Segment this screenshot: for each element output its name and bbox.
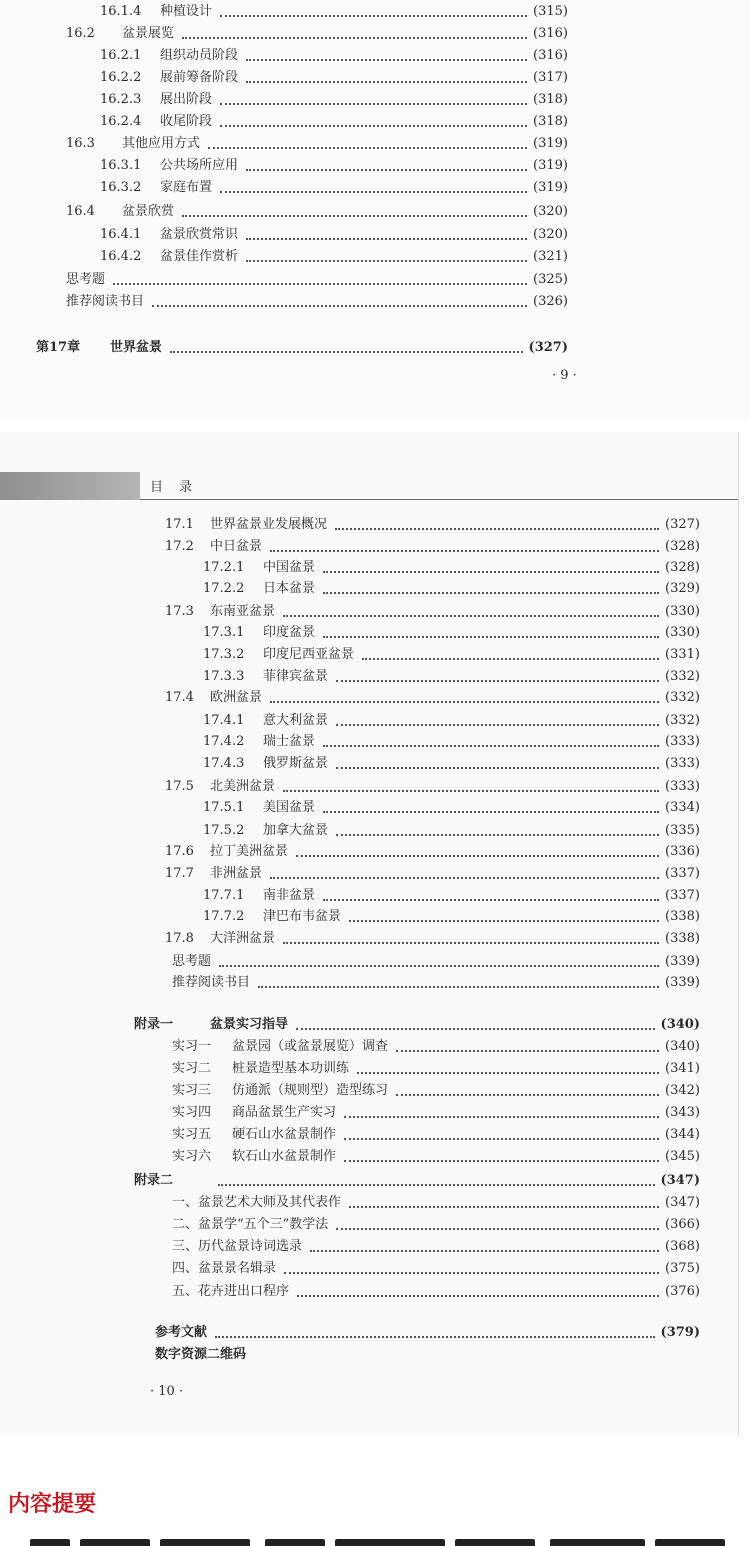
toc-entry (172, 1237, 700, 1257)
toc-leader-dots (323, 798, 659, 818)
cropped-text-line (30, 1535, 740, 1546)
toc-entry (36, 338, 568, 358)
toc-entry-number: 实习四 (172, 1105, 212, 1120)
toc-entry-number: 17.2 (165, 539, 194, 554)
toc-entry-number: 17.1 (165, 517, 194, 532)
toc-entry-number: 17.4.2 (203, 734, 245, 749)
toc-entry-page: (347) (660, 1173, 700, 1188)
toc-entry-title: 世界盆景 (110, 340, 163, 355)
toc-entry (172, 1282, 700, 1302)
toc-entry-title: 瑞士盆景 (263, 734, 316, 749)
toc-leader-dots (396, 1037, 659, 1057)
toc-entry-page: (339) (665, 954, 700, 969)
toc-entry-page: (325) (533, 272, 568, 287)
toc-entry (203, 754, 700, 774)
toc-leader-dots (344, 1147, 659, 1167)
toc-leader-dots (344, 1125, 659, 1145)
toc-entry-page: (335) (665, 823, 700, 838)
toc-entry-page: (366) (665, 1217, 700, 1232)
toc-entry-page: (318) (533, 92, 568, 107)
toc-entry-page: (338) (665, 909, 700, 924)
toc-entry (203, 623, 700, 643)
toc-entry-page: (344) (665, 1127, 700, 1142)
toc-leader-dots (113, 270, 527, 290)
toc-entry (165, 929, 700, 949)
toc-entry-title: 拉丁美洲盆景 (210, 844, 289, 859)
toc-entry (172, 1125, 700, 1145)
toc-entry-number: 17.3 (165, 604, 194, 619)
toc-entry-title: 盆景展览 (122, 26, 175, 41)
toc-leader-dots (182, 24, 527, 44)
toc-entry-title: 仿通派（规则型）造型练习 (232, 1083, 389, 1098)
toc-entry-title: 欧洲盆景 (210, 690, 263, 705)
toc-entry (155, 1323, 700, 1343)
toc-leader-dots (215, 1323, 655, 1343)
header-title: 目 录 (150, 480, 199, 495)
toc-entry (100, 90, 568, 110)
toc-entry-page: (343) (665, 1105, 700, 1120)
toc-entry-page: (376) (665, 1284, 700, 1299)
toc-entry (66, 292, 568, 312)
toc-entry-number: 16.3 (66, 136, 95, 151)
toc-entry (172, 1037, 700, 1057)
toc-page-10 (0, 432, 739, 1435)
toc-leader-dots (336, 821, 659, 841)
toc-leader-dots (396, 1081, 659, 1101)
toc-entry (172, 1193, 700, 1213)
toc-entry (172, 1081, 700, 1101)
toc-entry-title: 一、盆景艺术大师及其代表作 (172, 1195, 342, 1210)
toc-entry-page: (332) (665, 713, 700, 728)
toc-leader-dots (220, 2, 527, 22)
toc-entry (100, 46, 568, 66)
toc-entry-number: 第17章 (36, 340, 81, 355)
toc-entry (66, 270, 568, 290)
toc-leader-dots (270, 688, 659, 708)
toc-entry-title: 思考题 (172, 954, 212, 969)
toc-entry (66, 24, 568, 44)
toc-entry (100, 225, 568, 245)
header-rule (140, 499, 738, 500)
toc-entry (203, 558, 700, 578)
toc-entry-page: (341) (665, 1061, 700, 1076)
page-number: · 10 · (150, 1384, 184, 1399)
toc-entry-number: 16.4.2 (100, 249, 142, 264)
toc-entry-page: (330) (665, 625, 700, 640)
toc-entry (165, 602, 700, 622)
toc-entry-page: (321) (533, 249, 568, 264)
toc-entry-page: (338) (665, 931, 700, 946)
toc-entry-number: 实习二 (172, 1061, 212, 1076)
toc-entry-page: (329) (665, 581, 700, 596)
toc-entry-number: 17.3.1 (203, 625, 245, 640)
toc-entry-title: 津巴布韦盆景 (263, 909, 342, 924)
toc-leader-dots (152, 292, 527, 312)
toc-entry-number: 实习五 (172, 1127, 212, 1142)
toc-leader-dots (220, 112, 527, 132)
toc-entry (203, 798, 700, 818)
toc-entry-title: 参考文献 (155, 1325, 208, 1340)
toc-entry-number: 16.1.4 (100, 4, 142, 19)
toc-entry-number: 17.7.1 (203, 888, 245, 903)
toc-entry-page: (342) (665, 1083, 700, 1098)
toc-entry-page: (330) (665, 604, 700, 619)
toc-entry (203, 886, 700, 906)
toc-leader-dots (208, 134, 527, 154)
page-gap (0, 420, 750, 432)
toc-entry-page: (333) (665, 734, 700, 749)
toc-entry-number: 附录一 (134, 1017, 174, 1032)
toc-entry-title: 数字资源二维码 (155, 1347, 247, 1362)
toc-entry-title: 盆景佳作赏析 (160, 249, 239, 264)
toc-entry-number: 17.5.1 (203, 800, 245, 815)
toc-entry (100, 2, 568, 22)
toc-entry (165, 688, 700, 708)
toc-leader-dots (323, 623, 659, 643)
toc-leader-dots (344, 1103, 659, 1123)
toc-entry-title: 四、盆景景名辑录 (172, 1261, 277, 1276)
toc-entry-number: 实习一 (172, 1039, 212, 1054)
toc-leader-dots (336, 754, 659, 774)
toc-entry-title: 软石山水盆景制作 (232, 1149, 337, 1164)
toc-entry (172, 1215, 700, 1235)
header-gradient (0, 472, 140, 500)
toc-leader-dots (323, 579, 659, 599)
toc-entry-page: (317) (533, 70, 568, 85)
section-heading: 内容提要 (8, 1492, 97, 1517)
toc-entry-page: (319) (533, 180, 568, 195)
toc-entry-page: (319) (533, 136, 568, 151)
toc-entry (155, 1345, 700, 1365)
toc-entry-number: 16.2.1 (100, 48, 142, 63)
toc-leader-dots (323, 558, 659, 578)
toc-leader-dots (219, 952, 659, 972)
toc-entry-title: 非洲盆景 (210, 866, 263, 881)
toc-entry-title: 其他应用方式 (122, 136, 201, 151)
toc-entry (165, 537, 700, 557)
toc-entry-number: 17.8 (165, 931, 194, 946)
toc-leader-dots (258, 973, 659, 993)
toc-entry (165, 777, 700, 797)
toc-entry-number: 16.3.2 (100, 180, 142, 195)
toc-leader-dots (284, 1259, 659, 1279)
toc-entry (203, 821, 700, 841)
toc-entry-page: (340) (665, 1039, 700, 1054)
toc-entry-page: (332) (665, 669, 700, 684)
toc-entry-number: 16.2.3 (100, 92, 142, 107)
toc-entry-page: (334) (665, 800, 700, 815)
toc-leader-dots (246, 156, 527, 176)
toc-entry-page: (337) (665, 866, 700, 881)
toc-entry-page: (328) (665, 560, 700, 575)
toc-leader-dots (283, 929, 659, 949)
toc-leader-dots (336, 667, 659, 687)
toc-entry-page: (345) (665, 1149, 700, 1164)
toc-entry (165, 842, 700, 862)
toc-entry-page: (328) (665, 539, 700, 554)
toc-entry-number: 16.2 (66, 26, 95, 41)
toc-entry-title: 南非盆景 (263, 888, 316, 903)
toc-entry-title: 俄罗斯盆景 (263, 756, 329, 771)
toc-entry-number: 16.3.1 (100, 158, 142, 173)
toc-entry-number: 17.4 (165, 690, 194, 705)
toc-entry (172, 1059, 700, 1079)
toc-entry (172, 1259, 700, 1279)
toc-entry (172, 952, 700, 972)
toc-entry (203, 667, 700, 687)
toc-entry-number: 17.6 (165, 844, 194, 859)
toc-leader-dots (296, 842, 659, 862)
toc-entry-page: (375) (665, 1261, 700, 1276)
toc-entry (203, 907, 700, 927)
toc-entry-page: (337) (665, 888, 700, 903)
toc-entry-title: 公共场所应用 (160, 158, 239, 173)
toc-entry (165, 515, 700, 535)
toc-entry (172, 973, 700, 993)
toc-entry-title: 盆景欣赏常识 (160, 227, 239, 242)
toc-entry-number: 附录二 (134, 1173, 174, 1188)
toc-entry-number: 17.3.2 (203, 647, 245, 662)
toc-entry (100, 68, 568, 88)
toc-entry-number: 16.4 (66, 204, 95, 219)
toc-entry (203, 732, 700, 752)
toc-entry-number: 16.2.4 (100, 114, 142, 129)
toc-page-9 (0, 0, 750, 420)
toc-leader-dots (283, 777, 659, 797)
toc-entry (100, 247, 568, 267)
toc-entry (66, 134, 568, 154)
toc-entry-page: (327) (665, 517, 700, 532)
toc-entry-number: 17.2.1 (203, 560, 245, 575)
toc-entry-number: 17.5 (165, 779, 194, 794)
toc-leader-dots (296, 1015, 655, 1035)
toc-leader-dots (218, 1171, 655, 1191)
toc-leader-dots (323, 886, 659, 906)
toc-entry-title: 印度盆景 (263, 625, 316, 640)
toc-entry-title: 思考题 (66, 272, 106, 287)
toc-entry-number: 17.4.3 (203, 756, 245, 771)
toc-leader-dots (349, 1193, 659, 1213)
toc-leader-dots (246, 225, 527, 245)
toc-leader-dots (270, 864, 659, 884)
toc-entry-page: (320) (533, 204, 568, 219)
toc-entry (134, 1171, 700, 1191)
toc-entry-title: 美国盆景 (263, 800, 316, 815)
toc-entry-title: 日本盆景 (263, 581, 316, 596)
toc-entry-title: 收尾阶段 (160, 114, 213, 129)
toc-entry-title: 二、盆景学“五个三”教学法 (172, 1217, 329, 1232)
toc-leader-dots (357, 1059, 659, 1079)
toc-entry-title: 中日盆景 (210, 539, 263, 554)
toc-entry-title: 北美洲盆景 (210, 779, 276, 794)
toc-entry-page: (347) (665, 1195, 700, 1210)
toc-entry-title: 商品盆景生产实习 (232, 1105, 337, 1120)
toc-entry-page: (340) (660, 1017, 700, 1032)
toc-leader-dots (220, 178, 527, 198)
toc-header-band (0, 472, 738, 500)
toc-entry-page: (326) (533, 294, 568, 309)
toc-entry-title: 五、花卉进出口程序 (172, 1284, 290, 1299)
toc-entry (203, 645, 700, 665)
toc-entry-page: (316) (533, 48, 568, 63)
toc-leader-dots (310, 1237, 659, 1257)
toc-entry (203, 579, 700, 599)
toc-entry-title: 加拿大盆景 (263, 823, 329, 838)
toc-entry-page: (336) (665, 844, 700, 859)
toc-entry-page: (332) (665, 690, 700, 705)
toc-leader-dots (182, 202, 527, 222)
toc-leader-dots (297, 1282, 659, 1302)
toc-entry-title: 世界盆景业发展概况 (210, 517, 328, 532)
toc-entry-number: 17.5.2 (203, 823, 245, 838)
toc-entry-title: 三、历代盆景诗词选录 (172, 1239, 303, 1254)
toc-entry-number: 实习三 (172, 1083, 212, 1098)
toc-entry (100, 156, 568, 176)
toc-entry-title: 展出阶段 (160, 92, 213, 107)
toc-leader-dots (246, 247, 527, 267)
toc-entry-title: 种植设计 (160, 4, 213, 19)
toc-entry (165, 864, 700, 884)
toc-entry (172, 1103, 700, 1123)
toc-entry-number: 16.4.1 (100, 227, 142, 242)
toc-entry-title: 展前筹备阶段 (160, 70, 239, 85)
toc-entry (134, 1015, 700, 1035)
toc-entry-title: 印度尼西亚盆景 (263, 647, 355, 662)
toc-entry-title: 推荐阅读书目 (172, 975, 251, 990)
toc-leader-dots (336, 711, 659, 731)
toc-entry-number: 17.4.1 (203, 713, 245, 728)
toc-entry-page: (315) (533, 4, 568, 19)
toc-entry-title: 盆景园（或盆景展览）调查 (232, 1039, 389, 1054)
toc-entry-page: (319) (533, 158, 568, 173)
toc-entry-page: (333) (665, 779, 700, 794)
toc-entry-title: 意大利盆景 (263, 713, 329, 728)
toc-entry-page: (379) (660, 1325, 700, 1340)
toc-entry (203, 711, 700, 731)
toc-leader-dots (283, 602, 659, 622)
toc-entry-number: 17.7.2 (203, 909, 245, 924)
toc-entry-title: 盆景欣赏 (122, 204, 175, 219)
toc-entry-title: 硬石山水盆景制作 (232, 1127, 337, 1142)
toc-entry-page: (331) (665, 647, 700, 662)
toc-leader-dots (170, 338, 523, 358)
toc-entry-title: 中国盆景 (263, 560, 316, 575)
toc-entry-title: 大洋洲盆景 (210, 931, 276, 946)
toc-leader-dots (270, 537, 659, 557)
toc-entry-title: 东南亚盆景 (210, 604, 276, 619)
toc-entry-page: (368) (665, 1239, 700, 1254)
toc-entry-page: (318) (533, 114, 568, 129)
toc-leader-dots (323, 732, 659, 752)
toc-leader-dots (335, 515, 659, 535)
toc-entry-number: 实习六 (172, 1149, 212, 1164)
toc-entry-page: (333) (665, 756, 700, 771)
toc-leader-dots (246, 68, 527, 88)
toc-entry-title: 盆景实习指导 (210, 1017, 289, 1032)
page-number: · 9 · (552, 368, 577, 383)
toc-entry (172, 1147, 700, 1167)
toc-entry-page: (327) (528, 340, 568, 355)
toc-entry (100, 178, 568, 198)
toc-entry (66, 202, 568, 222)
toc-leader-dots (349, 907, 659, 927)
toc-leader-dots (336, 1215, 659, 1235)
toc-entry-title: 桩景造型基本功训练 (232, 1061, 350, 1076)
toc-entry-page: (320) (533, 227, 568, 242)
toc-leader-dots (220, 90, 527, 110)
toc-entry-title: 菲律宾盆景 (263, 669, 329, 684)
toc-entry-title: 推荐阅读书目 (66, 294, 145, 309)
toc-entry-page: (339) (665, 975, 700, 990)
toc-entry-title: 组织动员阶段 (160, 48, 239, 63)
toc-entry-number: 17.7 (165, 866, 194, 881)
toc-entry-number: 17.2.2 (203, 581, 245, 596)
toc-entry-page: (316) (533, 26, 568, 41)
toc-entry (100, 112, 568, 132)
toc-leader-dots (246, 46, 527, 66)
toc-entry-title: 家庭布置 (160, 180, 213, 195)
toc-entry-number: 16.2.2 (100, 70, 142, 85)
toc-leader-dots (362, 645, 659, 665)
toc-entry-number: 17.3.3 (203, 669, 245, 684)
